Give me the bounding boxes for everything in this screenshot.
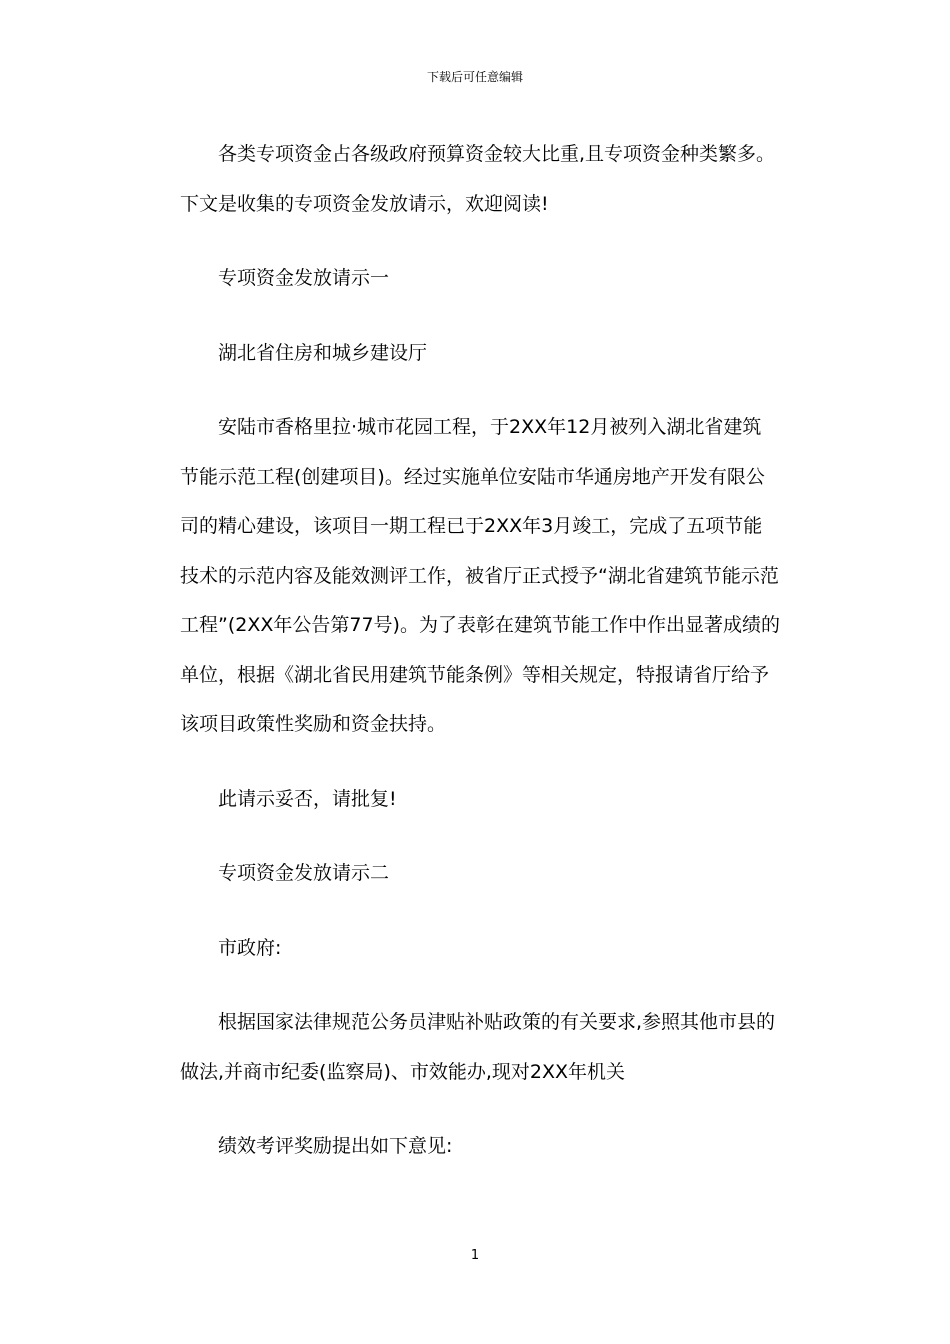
page-number: 1 [470,1248,480,1263]
body-paragraph-2: 根据国家法律规范公务员津贴补贴政策的有关要求,参照其他市县的做法,并商市纪委(监察局)、市效能办,现对2XX年机关 [180,1011,776,1083]
intro-paragraph: 各类专项资金占各级政府预算资金较大比重,且专项资金种类繁多。下文是收集的专项资金发放请示，欢迎阅读! [180,143,776,215]
body-paragraph-3: 绩效考评奖励提出如下意见: [218,1135,453,1157]
page-header: 下载后可任意编辑 [426,70,523,84]
body-paragraph-1: 安陆市香格里拉·城市花园工程，于2XX年12月被列入湖北省建筑节能示范工程(创建项目)。经过实施单位安陆市华通房地产开发有限公司的精心建设，该项目一期工程已于2XX年3月竣工，完成了五项节能技术的示范内容及能效测评工作，被省厅正式授予“湖北省建筑节能示范工程”(2XX年公告第77号)。为了表彰在建筑节能工作中作出显著成绩的单位，根据《湖北省民用建筑节能条例》等相关规定，特报请省厅给予该项目政策性奖励和资金扶持。 [180,416,780,735]
addressee-2: 市政府: [218,936,282,959]
addressee-1: 湖北省住房和城乡建设厅 [218,341,428,364]
closing-request-1: 此请示妥否，请批复! [218,787,397,810]
section-title-1: 专项资金发放请示一 [218,267,390,289]
section-title-2: 专项资金发放请示二 [218,862,390,884]
document-body [180,130,780,1197]
